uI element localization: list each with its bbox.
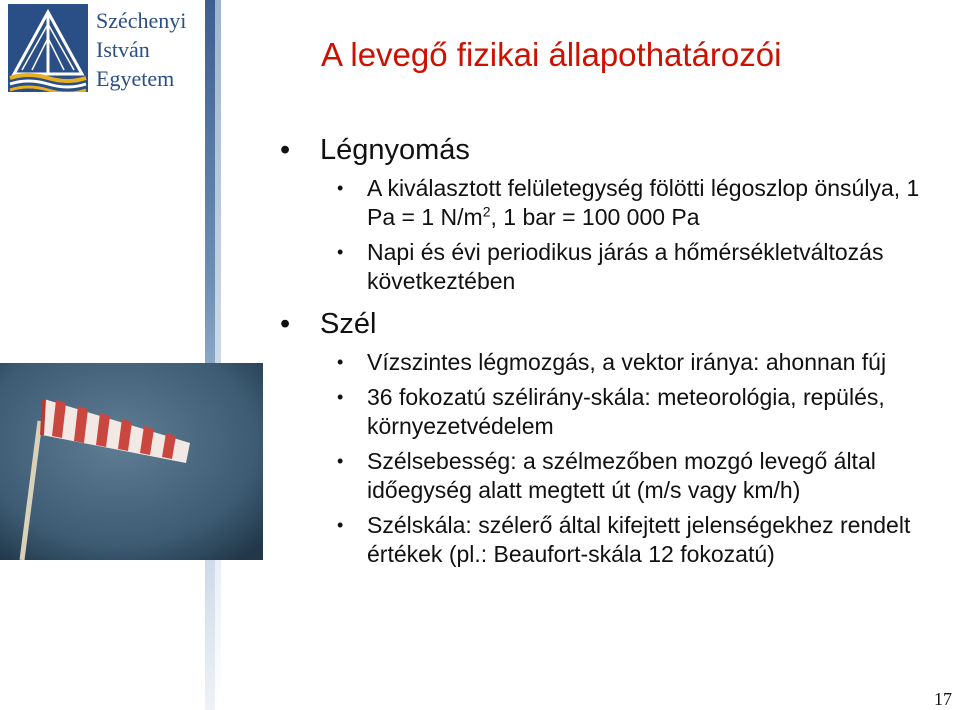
bullet-icon: • (337, 515, 344, 535)
slide-title: A levegő fizikai állapothatározói (321, 36, 782, 73)
bullet-icon: • (337, 451, 344, 471)
bullet-icon: • (337, 178, 344, 198)
list-item-text: Szélskála: szélerő által kifejtett jelenségekhez rendelt értékek (pl.: Beaufort-skála 12 fokozatú) (367, 512, 911, 567)
list-item-text: Vízszintes légmozgás, a vektor iránya: ahonnan fúj (367, 349, 887, 375)
list-item-text: 36 fokozatú szélirány-skála: meteorológia, repülés, környezetvédelem (367, 384, 885, 439)
logo-line-2: István (96, 37, 150, 62)
list-item-text: A kiválasztott felületegység fölötti légoszlop önsúlya, 1 Pa = 1 N/m (367, 175, 920, 230)
left-accent-strip-light (215, 0, 221, 710)
section-heading-pressure (280, 132, 950, 168)
list-item (280, 447, 950, 505)
page-number: 17 (934, 689, 952, 709)
list-item (280, 511, 950, 569)
section-heading-text: Légnyomás (320, 134, 470, 166)
list-item (280, 383, 950, 441)
windsock-photo (0, 363, 263, 560)
bullet-icon: • (337, 352, 344, 372)
list-item-text: Szélsebesség: a szélmezőben mozgó levegő által időegység alatt megtett út (m/s vagy km/h) (367, 448, 876, 503)
slide-content (280, 132, 950, 575)
left-accent-strip (205, 0, 215, 710)
list-item-text: , 1 bar = 100 000 Pa (490, 204, 700, 230)
bullet-icon: • (280, 308, 291, 340)
university-logo (0, 0, 205, 100)
university-name (96, 6, 186, 93)
list-item (280, 174, 950, 232)
section-heading-wind (280, 306, 950, 342)
university-bridge-emblem-icon (8, 4, 88, 92)
logo-line-3: Egyetem (96, 66, 175, 91)
list-item-text: Napi és évi periodikus járás a hőmérsékletváltozás következtében (367, 239, 884, 294)
bullet-icon: • (280, 134, 291, 166)
superscript-exponent: 2 (482, 203, 491, 220)
logo-line-1: Széchenyi (96, 8, 187, 33)
section-heading-text: Szél (320, 308, 377, 340)
bullet-icon: • (337, 242, 344, 262)
list-item (280, 348, 950, 377)
bullet-icon: • (337, 387, 344, 407)
list-item (280, 238, 950, 296)
